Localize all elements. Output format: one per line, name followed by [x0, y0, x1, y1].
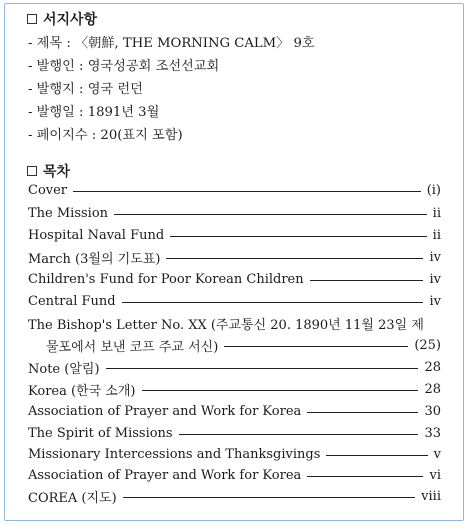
toc-entry-title: Korea (한국 소개)	[28, 383, 136, 399]
bib-title-line: - 제목 : 〈朝鮮, THE MORNING CALM〉 9호	[28, 36, 315, 51]
toc-entry-title: The Spirit of Missions	[28, 425, 173, 441]
toc-entry	[28, 444, 441, 464]
leader-line	[307, 476, 423, 477]
toc-entry-page: (25)	[414, 337, 441, 353]
toc-entry	[28, 465, 441, 485]
toc-entry-title: Association of Prayer and Work for Korea	[28, 403, 302, 419]
toc-entry	[28, 269, 441, 289]
toc-entry-title: COREA (지도)	[28, 490, 117, 506]
toc-heading-text: 목차	[43, 164, 71, 180]
checkbox-square-icon	[27, 14, 37, 24]
toc-entry-title: Note (알림)	[28, 361, 100, 377]
leader-line	[179, 434, 419, 435]
toc-entry-title: The Mission	[28, 205, 109, 221]
leader-line	[224, 346, 408, 347]
toc-entry-page: 28	[424, 359, 441, 375]
toc-entry-page: v	[433, 446, 441, 462]
toc-entry-page: vi	[429, 467, 441, 483]
toc-entry	[28, 203, 441, 223]
bib-pages-line: - 페이지수 : 20(표지 포함)	[28, 128, 183, 143]
toc-entry-title: Cover	[28, 182, 68, 198]
toc-entry-page: ii	[432, 227, 441, 243]
leader-line	[326, 455, 427, 456]
leader-line	[142, 390, 419, 391]
toc-entry-page: viii	[421, 488, 441, 504]
toc-entry	[28, 401, 441, 421]
leader-line	[307, 412, 418, 413]
toc-entry	[28, 423, 441, 443]
toc-entry	[28, 379, 441, 399]
toc-entry-title: Association of Prayer and Work for Korea	[28, 467, 302, 483]
bibliography-heading-text: 서지사항	[43, 12, 98, 28]
bib-place-line: - 발행지 : 영국 런던	[28, 82, 143, 97]
toc-entry-page: iv	[429, 249, 441, 265]
bib-date-line: - 발행일 : 1891년 3월	[28, 105, 160, 120]
toc-entry-title: March (3월의 기도표)	[28, 251, 161, 267]
toc-entry	[28, 225, 441, 245]
toc-entry-title: Central Fund	[28, 293, 116, 309]
toc-entry	[28, 357, 441, 377]
toc-entry	[28, 291, 441, 311]
toc-entry-continuation	[46, 335, 441, 355]
toc-entry	[28, 180, 441, 200]
toc-heading	[27, 161, 70, 181]
toc-entry-page: 30	[424, 403, 441, 419]
leader-line	[106, 368, 419, 369]
toc-entry-title: Missionary Intercessions and Thanksgivings	[28, 446, 321, 462]
toc-entry-title: Children's Fund for Poor Korean Children	[28, 271, 304, 287]
leader-line	[123, 497, 416, 498]
toc-entry-page: 33	[424, 425, 441, 441]
toc-entry-title: Hospital Naval Fund	[28, 227, 165, 243]
toc-entry	[28, 247, 441, 267]
toc-entry-page: ii	[432, 205, 441, 221]
toc-entry-title: The Bishop's Letter No. XX (주교통신 20. 1890년 11월 23일 제	[28, 317, 424, 333]
checkbox-square-icon	[27, 166, 37, 176]
leader-line	[170, 236, 426, 237]
leader-line	[114, 214, 427, 215]
toc-entry-page: iv	[429, 293, 441, 309]
toc-entry-title-cont: 물포에서 보낸 코프 주교 서신)	[46, 339, 219, 355]
leader-line	[310, 280, 424, 281]
toc-entry-page: (i)	[426, 182, 441, 198]
leader-line	[166, 258, 423, 259]
bib-publisher-line: - 발행인 : 영국성공회 조선선교회	[28, 59, 220, 74]
leader-line	[122, 302, 424, 303]
toc-entry-page: iv	[429, 271, 441, 287]
bibliography-heading	[27, 9, 97, 29]
leader-line	[73, 191, 421, 192]
toc-entry	[28, 313, 441, 333]
toc-entry	[28, 486, 441, 506]
toc-entry-page: 28	[424, 381, 441, 397]
